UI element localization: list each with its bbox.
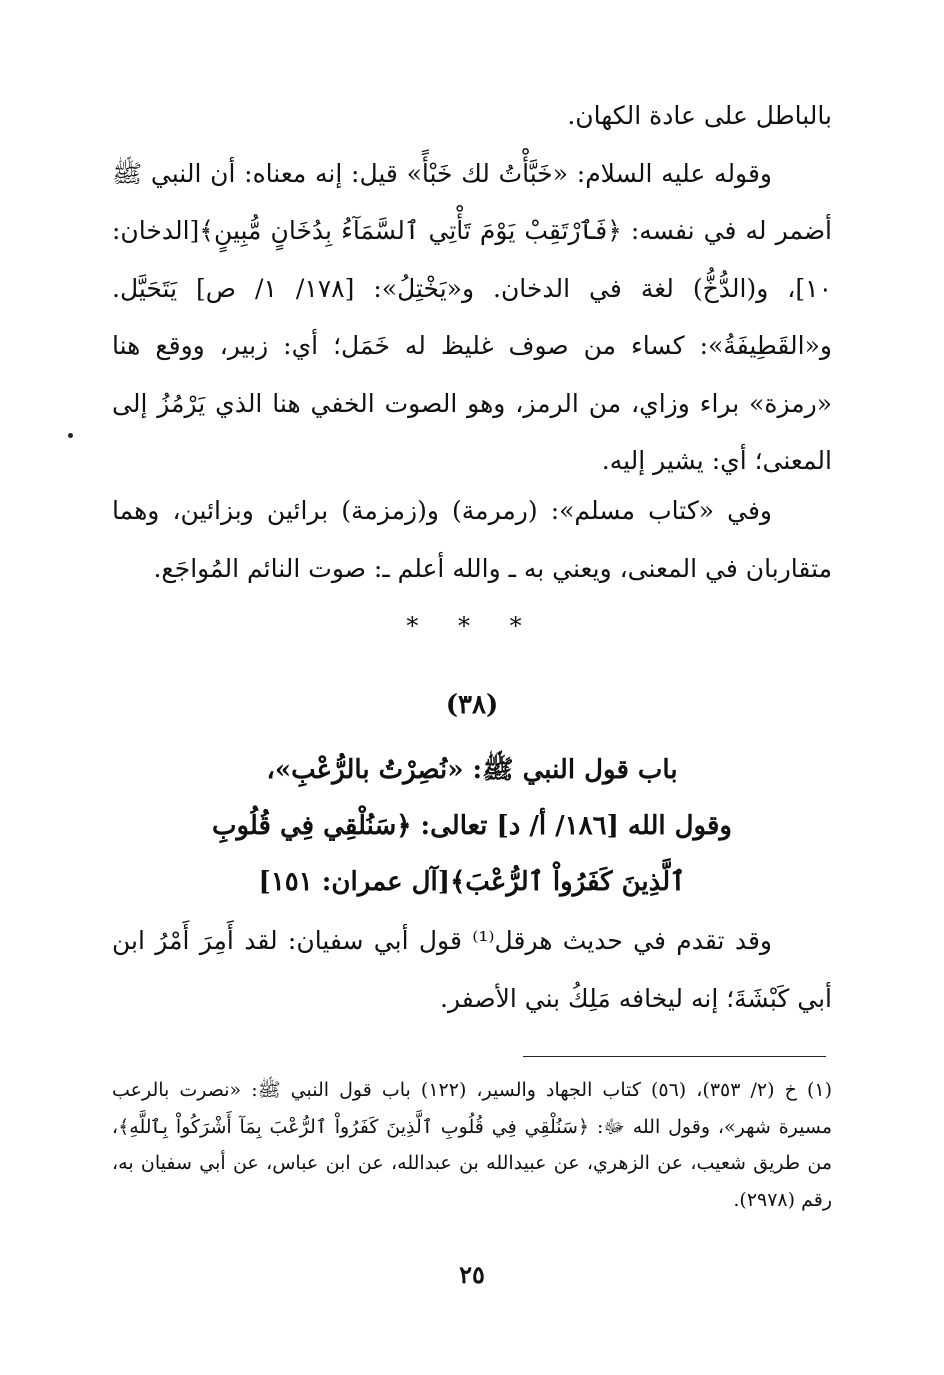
- footnote: [112, 1072, 832, 1218]
- paragraph-continuation: بالباطل على عادة الكهان.: [567, 101, 832, 130]
- section-separator: * * *: [406, 612, 538, 640]
- chapter-number: (٣٨): [445, 690, 499, 720]
- body-text-muslim: [112, 482, 832, 597]
- paragraph-commentary: وقوله عليه السلام: «خَبَّأْتُ لك خَبْأً» قيل: إنه معناه: أن النبي ﷺ أضمر له في نفسه: ﴿فَٱرْتَقِبْ يَوْمَ تَأْتِي ٱلسَّمَآءُ بِدُخَانٍ مُّبِينٍ﴾[الدخان: ١٠]، و(الدُّخُّ) لغة في الدخان. و«يَخْتِلُ»: [١٧٨/ ١/ ص] يَتَحَيَّل. و«القَطِيفَةُ»: كساء من صوف غليظ له خَمَل؛ أي: زبير، ووقع هنا «رمزة» براء وزاي، من الرمز، وهو الصوت الخفي هنا الذي يَرْمُزُ إلى المعنى؛ أي: يشير إليه.: [112, 158, 832, 475]
- footnote-divider: [523, 1056, 826, 1057]
- section-paragraph: وقد تقدم في حديث هرقل⁽¹⁾ قول أبي سفيان: لقد أَمِرَ أَمْرُ ابن أبي كَبْشَةَ؛ إنه ليخافه مَلِكُ بني الأصفر.: [112, 926, 832, 1013]
- heading-line: وقول الله [١٨٦/ أ/ د] تعالى: ﴿سَنُلْقِي فِي قُلُوبِ: [212, 811, 732, 841]
- stray-dot-mark: [68, 433, 73, 438]
- body-text: [112, 87, 832, 490]
- section-body: [112, 912, 832, 1028]
- page-number: ٢٥: [459, 1260, 485, 1289]
- heading-line: باب قول النبي ﷺ: «نُصِرْتُ بالرُّعْبِ»،: [266, 755, 678, 785]
- heading-line: ٱلَّذِينَ كَفَرُواْ ٱلرُّعْبَ﴾[آل عمران: ١٥١]: [258, 867, 686, 897]
- chapter-heading: [200, 742, 744, 910]
- paragraph-muslim-note: وفي «كتاب مسلم»: (رمرمة) و(زمزمة) برائين وبزائين، وهما متقاربان في المعنى، ويعني به ـ والله أعلم ـ: صوت النائم المُواجَع.: [112, 496, 832, 583]
- footnote-text: (١) خ (٢/ ٣٥٣)، (٥٦) كتاب الجهاد والسير، (١٢٢) باب قول النبي ﷺ: «نصرت بالرعب مسيرة شهر»، وقول الله ﷻ: ﴿سَنُلْقِي فِي قُلُوبِ ٱلَّذِينَ كَفَرُواْ ٱلرُّعْبَ بِمَآ أَشْرَكُواْ بِٱللَّهِ﴾، من طريق شعيب، عن الزهري، عن عبيدالله بن عبدالله، عن ابن عباس، عن أبي سفيان به، رقم (٢٩٧٨).: [112, 1079, 833, 1211]
